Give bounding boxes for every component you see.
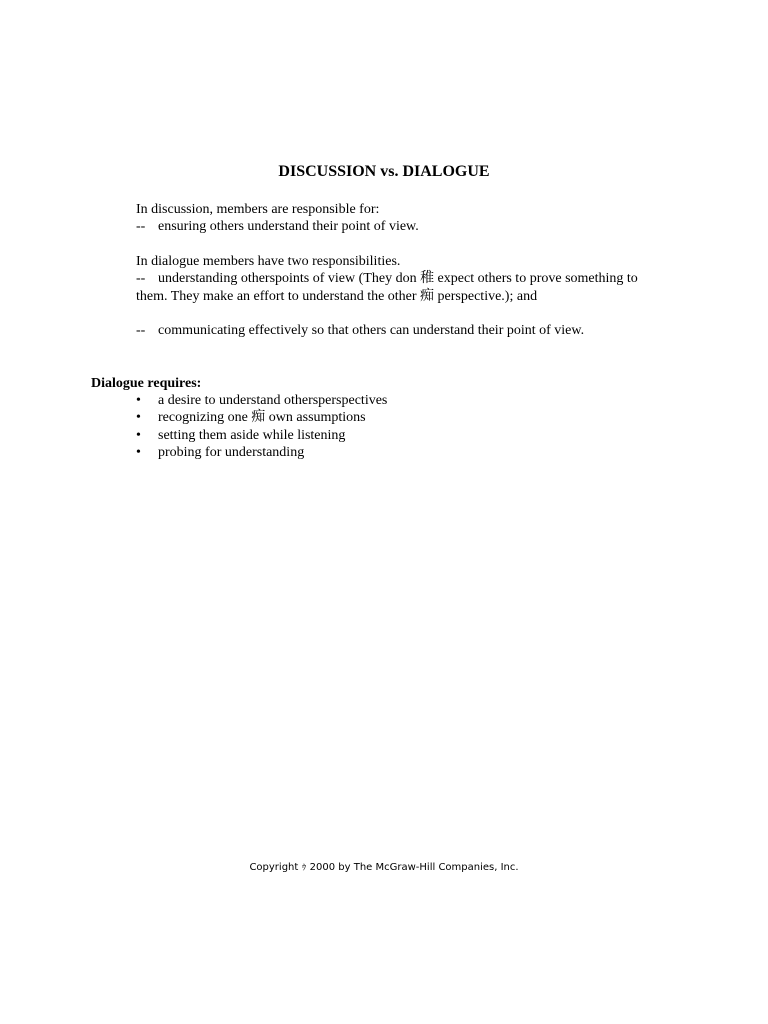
dash-marker: --: [136, 219, 146, 234]
list-item-text: a desire to understand othersperspectives: [158, 393, 388, 408]
page-title: DISCUSSION vs. DIALOGUE: [278, 163, 490, 180]
dialogue-item-1-line-2: them. They make an effort to understand the other 痴 perspective.); and: [136, 289, 538, 304]
list-item: [136, 392, 387, 409]
discussion-intro: In discussion, members are responsible for:: [136, 202, 380, 217]
list-item: [136, 444, 304, 461]
dash-marker: --: [136, 323, 146, 338]
bullet-marker: •: [136, 393, 141, 408]
requires-heading: Dialogue requires:: [91, 376, 202, 391]
discussion-item: [136, 218, 419, 235]
dialogue-item-2: [136, 322, 584, 339]
list-item-text: probing for understanding: [158, 445, 305, 460]
bullet-marker: •: [136, 428, 141, 443]
dash-marker: --: [136, 271, 146, 286]
dialogue-intro: In dialogue members have two responsibilities.: [136, 254, 401, 269]
list-item: [136, 427, 345, 444]
bullet-marker: •: [136, 445, 141, 460]
list-item-text: recognizing one 痴 own assumptions: [158, 410, 366, 425]
dialogue-item-1: [136, 270, 638, 287]
list-item: [136, 409, 366, 426]
copyright-footer: Copyright ｩ 2000 by The McGraw-Hill Companies, Inc.: [249, 862, 519, 873]
discussion-item-text: ensuring others understand their point of view.: [158, 219, 419, 234]
bullet-marker: •: [136, 410, 141, 425]
dialogue-item-2-text: communicating effectively so that others can understand their point of view.: [158, 323, 585, 338]
dialogue-item-1-line-1: understanding otherspoints of view (They don 稚 expect others to prove something to: [158, 271, 638, 286]
list-item-text: setting them aside while listening: [158, 428, 346, 443]
